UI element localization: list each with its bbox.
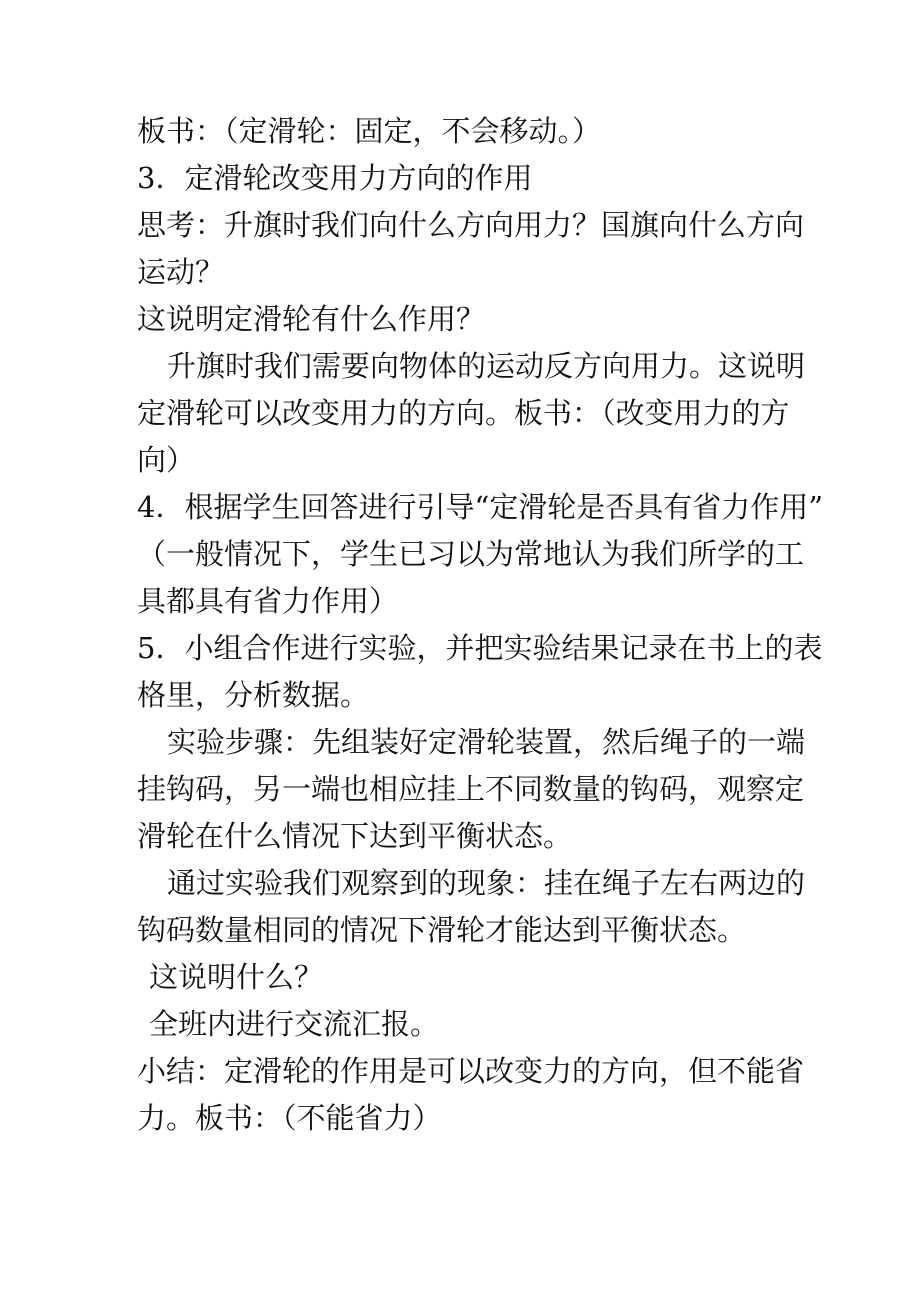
text-line: （一般情况下，学生已习以为常地认为我们所学的工	[137, 537, 805, 571]
document-body	[137, 108, 824, 1142]
text-line: 挂钩码，另一端也相应挂上不同数量的钩码，观察定	[137, 772, 805, 806]
text-line: 具都具有省力作用）	[137, 584, 399, 618]
text-line: 全班内进行交流汇报。	[149, 1007, 440, 1041]
text-line: 实验步骤：先组装好定滑轮装置，然后绳子的一端	[167, 725, 806, 759]
text-line: 钩码数量相同的情况下滑轮才能达到平衡状态。	[137, 913, 747, 947]
text-line: 格里，分析数据。	[137, 678, 370, 712]
text-line: 定滑轮可以改变用力的方向。板书：（改变用力的方	[137, 396, 790, 430]
section-heading: 4．根据学生回答进行引导“定滑轮是否具有省力作用”	[137, 490, 824, 524]
text-line: 这说明什么？	[149, 960, 324, 994]
section-heading: 5．小组合作进行实验，并把实验结果记录在书上的表	[137, 631, 823, 665]
text-line: 升旗时我们需要向物体的运动反方向用力。这说明	[167, 349, 806, 383]
summary-line: 力。板书：（不能省力）	[137, 1101, 442, 1135]
text-line: 向）	[137, 443, 196, 477]
section-heading: 3．定滑轮改变用力方向的作用	[137, 161, 533, 195]
text-line: 运动？	[137, 255, 225, 289]
text-line: 思考：升旗时我们向什么方向用力？国旗向什么方向	[137, 208, 805, 242]
text-line: 通过实验我们观察到的现象：挂在绳子左右两边的	[167, 866, 806, 900]
summary-line: 小结：定滑轮的作用是可以改变力的方向，但不能省	[137, 1054, 805, 1088]
text-line: 滑轮在什么情况下达到平衡状态。	[137, 819, 573, 853]
text-line: 这说明定滑轮有什么作用？	[137, 302, 486, 336]
text-line: 板书：（定滑轮：固定，不会移动。）	[137, 114, 602, 148]
